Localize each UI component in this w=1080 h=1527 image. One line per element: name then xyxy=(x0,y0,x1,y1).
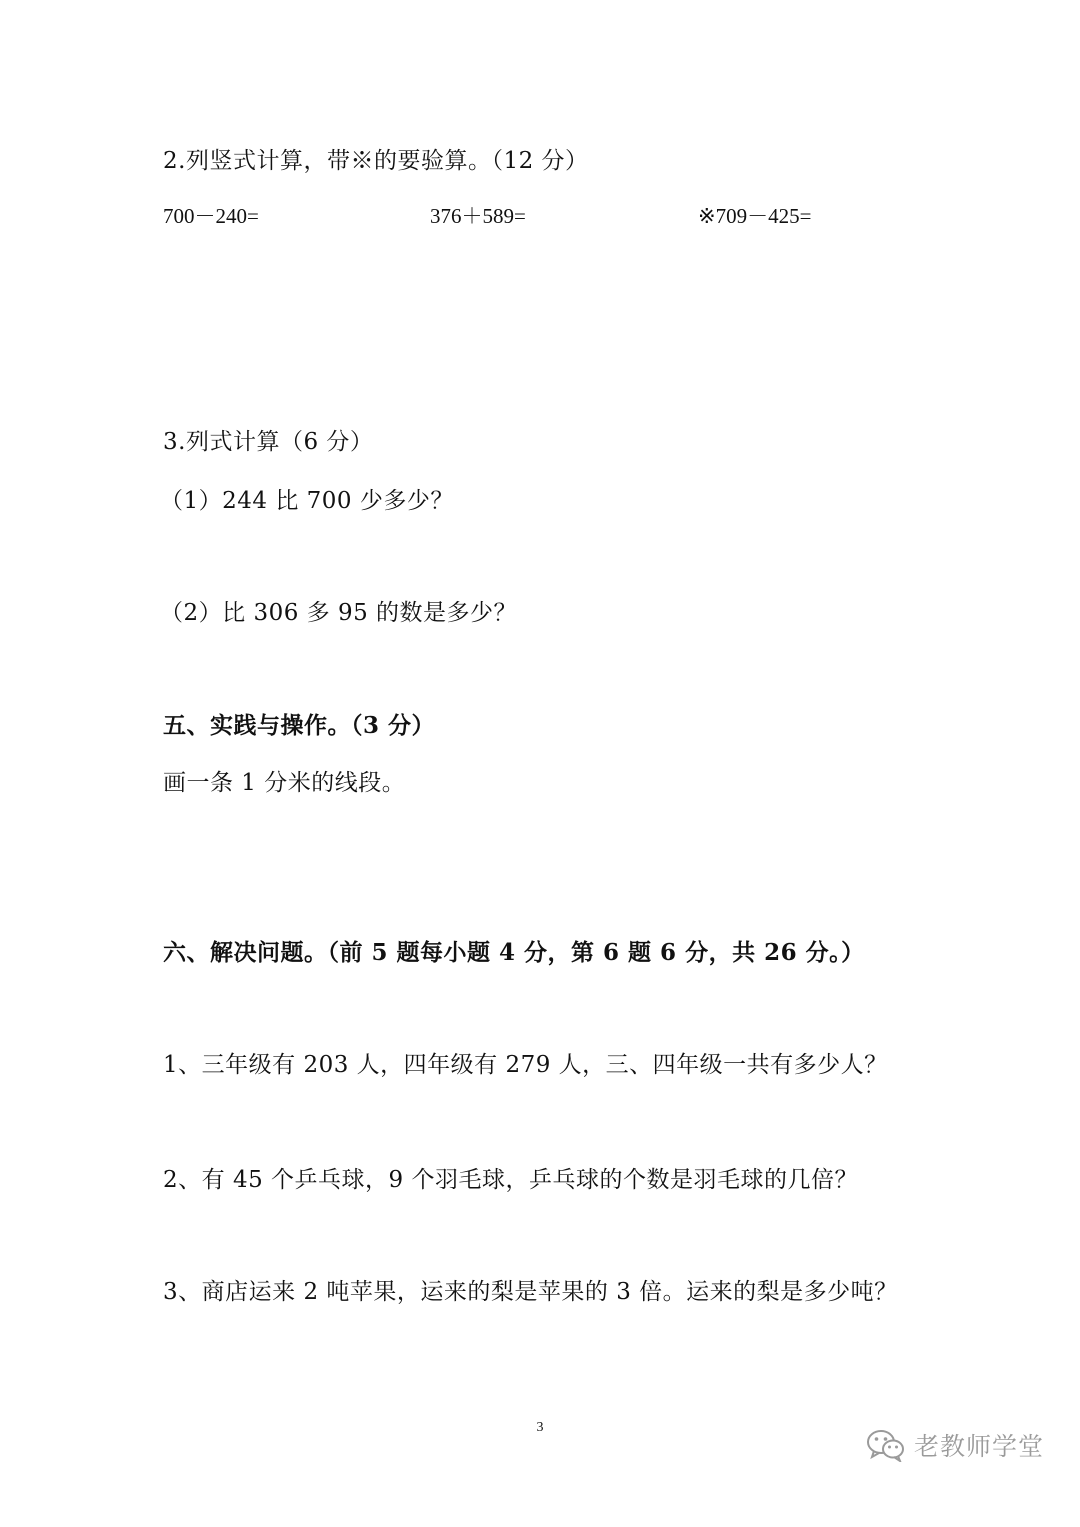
calc-2: 376＋589= xyxy=(430,204,526,228)
calc-1: 700－240= xyxy=(163,204,259,228)
section-6-heading: 六、解决问题。（前 5 题每小题 4 分，第 6 题 6 分，共 26 分。） xyxy=(163,939,865,966)
watermark xyxy=(866,1425,1044,1465)
question-3-title: 3.列式计算（6 分） xyxy=(163,429,374,455)
question-3-2: （2）比 306 多 95 的数是多少？ xyxy=(160,600,518,626)
section-5-task: 画一条 1 分米的线段。 xyxy=(163,770,406,796)
wechat-icon xyxy=(866,1428,906,1462)
problem-2: 2、有 45 个乒乓球，9 个羽毛球，乒乓球的个数是羽毛球的几倍？ xyxy=(163,1167,858,1193)
section-5-heading: 五、实践与操作。（3 分） xyxy=(163,712,436,739)
problem-3: 3、商店运来 2 吨苹果，运来的梨是苹果的 3 倍。运来的梨是多少吨？ xyxy=(163,1279,898,1305)
calc-3: ※709－425= xyxy=(698,204,812,228)
watermark-text: 老教师学堂 xyxy=(914,1432,1045,1461)
problem-1: 1、三年级有 203 人，四年级有 279 人，三、四年级一共有多少人？ xyxy=(163,1052,888,1078)
question-3-1: （1）244 比 700 少多少？ xyxy=(160,488,454,514)
question-2-title: 2.列竖式计算，带※的要验算。（12 分） xyxy=(163,148,589,174)
page-number: 3 xyxy=(536,1420,544,1435)
